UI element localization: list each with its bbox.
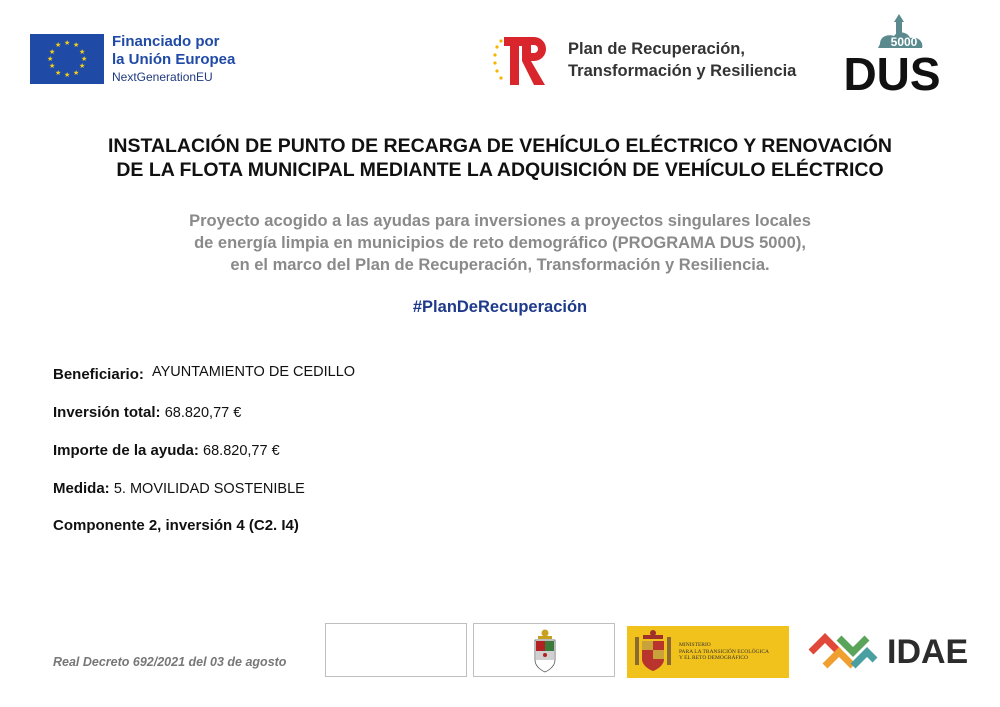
prtr-tr-logo-icon (492, 33, 556, 87)
medida-row (53, 480, 305, 497)
medida-label: Medida: (53, 480, 110, 497)
idae-logo-icon (805, 626, 881, 678)
ministry-line3: Y EL RETO DEMOGRÁFICO (679, 655, 749, 662)
prtr-logo (492, 33, 796, 87)
beneficiario-row (53, 366, 355, 383)
ministry-line2: PARA LA TRANSICIÓN ECOLÓGICA (679, 648, 769, 655)
eu-funding-logo (30, 33, 235, 85)
ministry-logo (627, 626, 789, 678)
subtitle-line3: en el marco del Plan de Recuperación, Transformación y Resiliencia. (230, 256, 770, 274)
title-line1: INSTALACIÓN DE PUNTO DE RECARGA DE VEHÍCULO ELÉCTRICO Y RENOVACIÓN (107, 135, 893, 157)
importe-label: Importe de la ayuda: (53, 442, 199, 459)
dus-5000-logo-icon (836, 14, 948, 94)
prtr-text-line2: Transformación y Resiliencia (568, 62, 797, 80)
decree-reference: Real Decreto 692/2021 del 03 de agosto (53, 655, 287, 669)
spain-coat-of-arms-icon (631, 629, 675, 675)
beneficiario-value: AYUNTAMIENTO DE CEDILLO (152, 364, 356, 380)
empty-logo-box (325, 623, 467, 677)
idae-logo (805, 626, 968, 678)
componente-text: Componente 2, inversión 4 (C2. I4) (53, 517, 299, 534)
inversion-row (53, 404, 241, 421)
importe-value: 68.820,77 € (203, 443, 280, 459)
ministry-line1: MINISTERIO (679, 642, 711, 649)
document-subtitle (60, 210, 940, 276)
document-title (40, 134, 960, 182)
inversion-label: Inversión total: (53, 404, 161, 421)
title-line2: DE LA FLOTA MUNICIPAL MEDIANTE LA ADQUISICIÓN DE VEHÍCULO ELÉCTRICO (116, 159, 884, 181)
medida-value: 5. MOVILIDAD SOSTENIBLE (113, 481, 305, 497)
prtr-text-line1: Plan de Recuperación, (568, 40, 745, 58)
importe-row (53, 442, 280, 459)
hashtag: #PlanDeRecuperación (412, 298, 588, 316)
eu-flag-icon: ★ ★ ★ ★ ★ ★ ★ ★ ★ ★ ★ ★ (30, 34, 104, 84)
beneficiario-label: Beneficiario: (53, 366, 144, 383)
dus-word: DUS (843, 48, 941, 94)
inversion-value: 68.820,77 € (164, 405, 242, 421)
municipal-coat-of-arms-icon (474, 624, 614, 676)
eu-text-line2: la Unión Europea (112, 51, 236, 68)
subtitle-line1: Proyecto acogido a las ayudas para inversiones a proyectos singulares locales (189, 212, 811, 230)
eu-text-line1: Financiado por (112, 33, 220, 50)
subtitle-line2: de energía limpia en municipios de reto demográfico (PROGRAMA DUS 5000), (194, 234, 806, 252)
eu-text-line3: NextGenerationEU (112, 70, 213, 84)
dus-number: 5000 (890, 35, 918, 49)
idae-text: IDAE (887, 632, 969, 671)
municipal-logo-box (473, 623, 615, 677)
